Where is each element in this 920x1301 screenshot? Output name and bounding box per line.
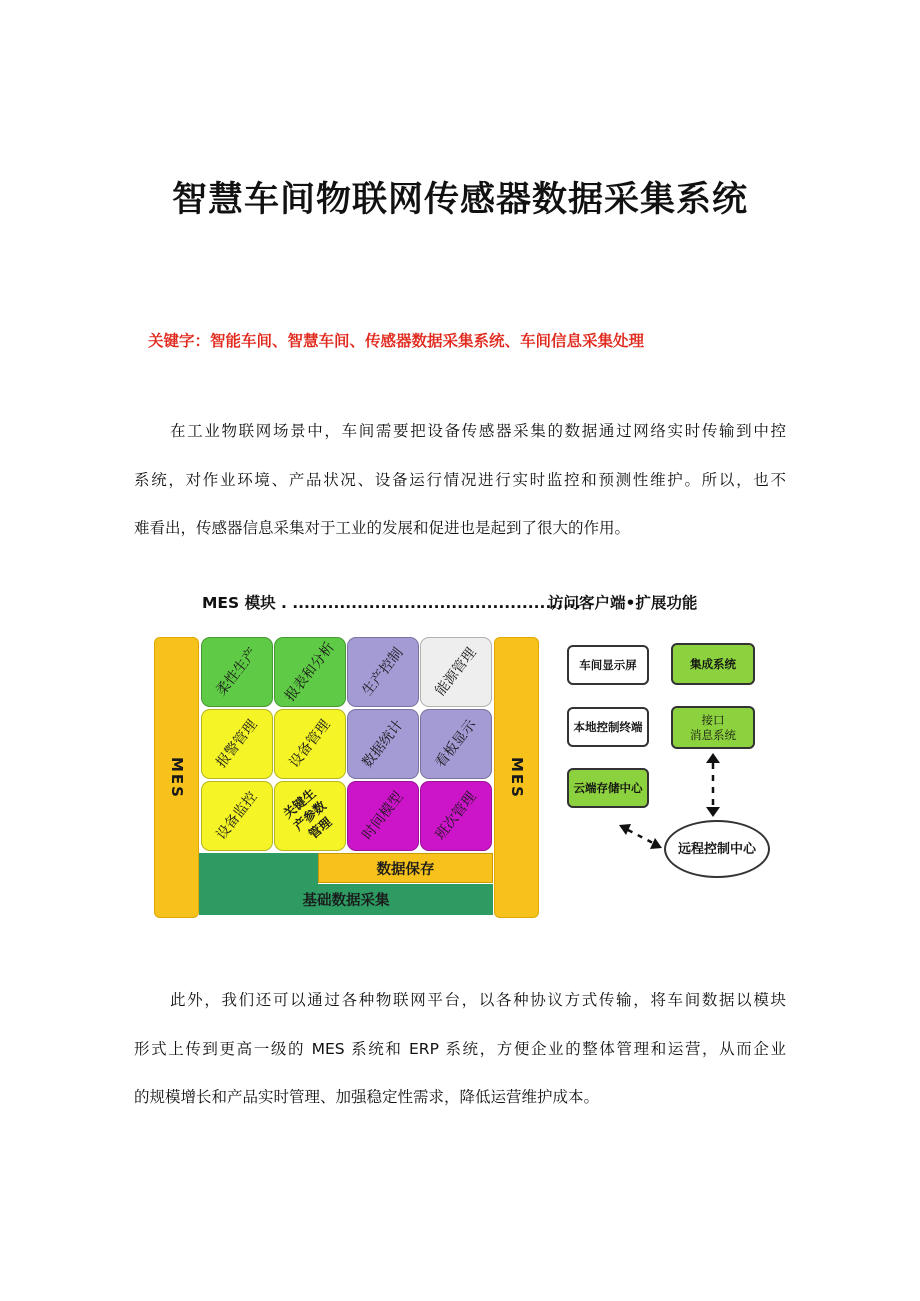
module-production-control: 生产控制 bbox=[347, 637, 419, 707]
interface-label: 接口 bbox=[701, 712, 725, 727]
module-alarm-management: 报警管理 bbox=[201, 709, 273, 779]
mes-architecture-diagram bbox=[150, 585, 770, 925]
connector-arrows bbox=[150, 585, 770, 925]
arrow-head-down bbox=[706, 807, 720, 817]
remote-control-center: 远程控制中心 bbox=[664, 820, 770, 878]
module-equipment-management: 设备管理 bbox=[274, 709, 346, 779]
paragraph-line: 此外，我们还可以通过各种物联网平台，以各种协议方式传输，将车间数据以模块 bbox=[170, 991, 786, 1009]
module-board-display: 看板显示 bbox=[420, 709, 492, 779]
module-data-statistics: 数据统计 bbox=[347, 709, 419, 779]
paragraph-line: 在工业物联网场景中，车间需要把设备传感器采集的数据通过网络实时传输到中控 bbox=[170, 422, 786, 440]
base-data-collection-label: 基础数据采集 bbox=[199, 884, 493, 915]
keywords-line: 关键字：智能车间、智慧车间、传感器数据采集系统、车间信息采集处理 bbox=[148, 332, 645, 350]
local-terminal-box: 本地控制终端 bbox=[567, 707, 649, 747]
mes-label: MES bbox=[507, 756, 526, 799]
module-shift-management: 班次管理 bbox=[420, 781, 492, 851]
diagonal-dashed-arrow bbox=[628, 830, 653, 843]
arrow-head-downright bbox=[650, 838, 662, 849]
paragraph-line: 的规模增长和产品实时管理、加强稳定性需求，降低运营维护成本。 bbox=[134, 1088, 600, 1106]
intro-paragraph bbox=[134, 407, 786, 553]
data-storage-bar: 数据保存 bbox=[318, 853, 493, 883]
paragraph-line: 难看出，传感器信息采集对于工业的发展和促进也是起到了很大的作用。 bbox=[134, 519, 631, 537]
module-flexible-production: 柔性生产 bbox=[201, 637, 273, 707]
module-energy-management: 能源管理 bbox=[420, 637, 492, 707]
module-key-parameter-management: 关键生产参数管理 bbox=[274, 781, 346, 851]
integration-system-box: 集成系统 bbox=[671, 643, 755, 685]
diagram-header-mes: MES 模块 . ................................................. bbox=[202, 594, 581, 612]
arrow-head-up bbox=[706, 753, 720, 763]
module-time-model: 时间模型 bbox=[347, 781, 419, 851]
diagram-header-client: 访问客户端•扩展功能 bbox=[548, 594, 698, 612]
workshop-screen-box: 车间显示屏 bbox=[567, 645, 649, 685]
paragraph-line: 系统，对作业环境、产品状况、设备运行情况进行实时监控和预测性维护。所以，也不 bbox=[134, 470, 786, 489]
page-title: 智慧车间物联网传感器数据采集系统 bbox=[171, 179, 748, 220]
message-system-label: 消息系统 bbox=[690, 727, 736, 742]
module-equipment-monitoring: 设备监控 bbox=[201, 781, 273, 851]
closing-paragraph bbox=[134, 976, 786, 1122]
paragraph-line: 形式上传到更高一级的 MES 系统和 ERP 系统，方便企业的整体管理和运营，从而企业 bbox=[134, 1039, 786, 1058]
mes-label: MES bbox=[167, 756, 186, 799]
module-reports-analysis: 报表和分析 bbox=[274, 637, 346, 707]
cloud-storage-box: 云端存储中心 bbox=[567, 768, 649, 808]
